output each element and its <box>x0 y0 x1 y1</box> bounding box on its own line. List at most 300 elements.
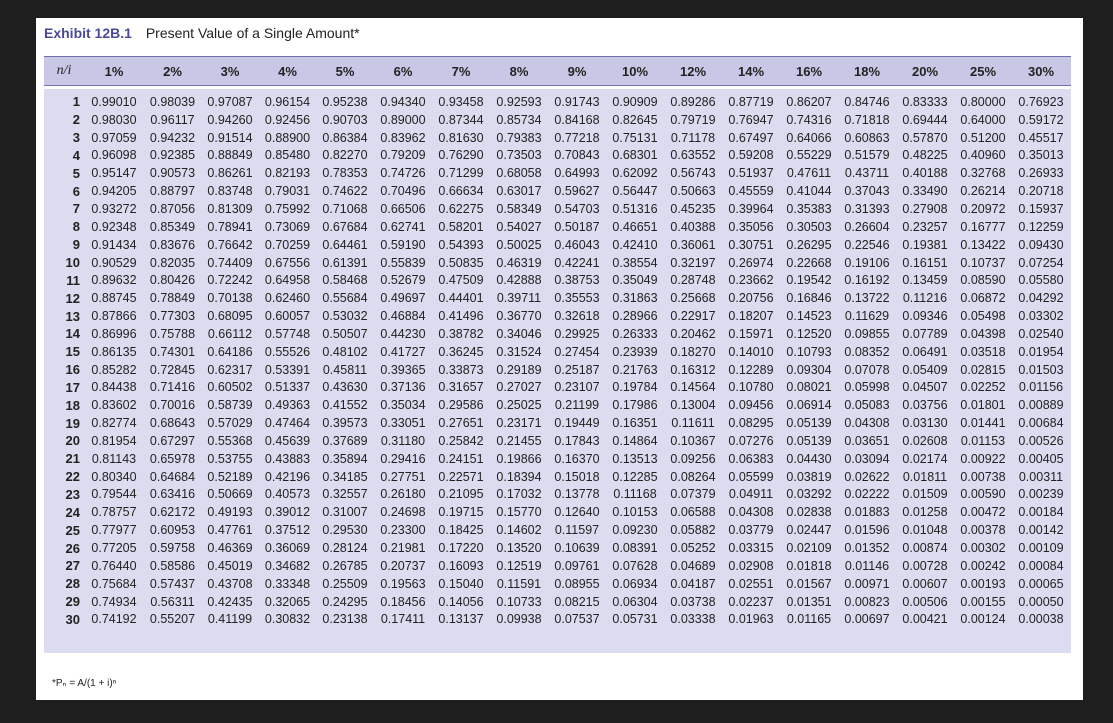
value-cell: 0.75788 <box>149 326 196 341</box>
value-cell: 0.52679 <box>380 273 426 288</box>
value-cell: 0.13137 <box>438 612 484 627</box>
value-cell: 0.82774 <box>91 416 137 431</box>
value-cell: 0.09230 <box>612 523 658 538</box>
value-cell: 0.31524 <box>496 344 542 359</box>
value-cell: 0.35383 <box>786 201 832 216</box>
value-cell: 0.79719 <box>670 112 716 127</box>
value-cell: 0.03779 <box>728 523 774 538</box>
value-cell: 0.60502 <box>207 380 253 395</box>
value-cell: 0.10737 <box>960 255 1006 270</box>
value-cell: 0.70496 <box>380 184 426 199</box>
value-cell: 0.09761 <box>554 558 600 573</box>
value-cell: 0.02551 <box>728 576 774 591</box>
value-cell: 0.91743 <box>554 94 600 109</box>
period-cell: 29 <box>65 594 80 610</box>
value-cell: 0.02252 <box>960 380 1006 395</box>
value-cell: 0.01596 <box>844 523 890 538</box>
value-cell: 0.85734 <box>496 112 542 127</box>
value-cell: 0.30503 <box>786 219 832 234</box>
value-cell: 0.32197 <box>670 255 716 270</box>
value-cell: 0.19784 <box>612 380 658 395</box>
value-cell: 0.13004 <box>670 398 716 413</box>
value-cell: 0.31657 <box>438 380 484 395</box>
value-cell: 0.11591 <box>496 576 542 591</box>
value-cell: 0.88900 <box>264 130 311 145</box>
value-cell: 0.59758 <box>149 541 196 556</box>
value-cell: 0.19106 <box>844 255 890 270</box>
column-header: 9% <box>567 63 587 79</box>
value-cell: 0.28966 <box>612 309 658 324</box>
value-cell: 0.23300 <box>380 523 426 538</box>
value-cell: 0.15937 <box>1018 201 1064 216</box>
value-cell: 0.26604 <box>844 219 890 234</box>
value-cell: 0.26333 <box>612 326 658 341</box>
value-cell: 0.94260 <box>207 112 253 127</box>
table-row <box>44 539 1070 557</box>
value-cell: 0.93272 <box>91 201 137 216</box>
value-cell: 0.85349 <box>149 219 196 234</box>
value-cell: 0.34185 <box>322 469 368 484</box>
value-cell: 0.41496 <box>438 309 484 324</box>
table-row <box>44 111 1070 129</box>
table-row <box>44 468 1070 486</box>
value-cell: 0.19563 <box>380 576 426 591</box>
value-cell: 0.91434 <box>91 237 137 252</box>
value-cell: 0.66112 <box>207 326 253 341</box>
value-cell: 0.49697 <box>380 291 426 306</box>
value-cell: 0.02608 <box>902 433 948 448</box>
value-cell: 0.17986 <box>612 398 658 413</box>
table-row <box>44 361 1070 379</box>
value-cell: 0.25187 <box>554 362 600 377</box>
value-cell: 0.98039 <box>149 94 196 109</box>
value-cell: 0.37043 <box>844 184 890 199</box>
value-cell: 0.37136 <box>380 380 426 395</box>
value-cell: 0.29586 <box>438 398 484 413</box>
value-cell: 0.55368 <box>207 433 253 448</box>
value-cell: 0.55684 <box>322 291 368 306</box>
value-cell: 0.02222 <box>844 487 890 502</box>
value-cell: 0.20756 <box>728 291 774 306</box>
value-cell: 0.64993 <box>554 166 600 181</box>
value-cell: 0.01801 <box>960 398 1006 413</box>
value-cell: 0.22571 <box>438 469 484 484</box>
period-cell: 12 <box>65 290 80 306</box>
value-cell: 0.01503 <box>1018 362 1064 377</box>
value-cell: 0.49193 <box>207 505 253 520</box>
value-cell: 0.97059 <box>91 130 137 145</box>
value-cell: 0.28124 <box>322 541 368 556</box>
value-cell: 0.00823 <box>844 594 890 609</box>
value-cell: 0.00193 <box>960 576 1006 591</box>
value-cell: 0.15770 <box>496 505 542 520</box>
value-cell: 0.69444 <box>902 112 948 127</box>
value-cell: 0.68058 <box>496 166 542 181</box>
value-cell: 0.01165 <box>786 612 832 627</box>
value-cell: 0.11597 <box>554 523 600 538</box>
value-cell: 0.40960 <box>960 148 1006 163</box>
value-cell: 0.35056 <box>728 219 774 234</box>
value-cell: 0.64958 <box>264 273 311 288</box>
value-cell: 0.35553 <box>554 291 600 306</box>
column-header: 16% <box>795 63 823 79</box>
value-cell: 0.23939 <box>612 344 658 359</box>
table-row <box>44 200 1070 218</box>
value-cell: 0.20462 <box>670 326 716 341</box>
value-cell: 0.03756 <box>902 398 948 413</box>
column-header: 30% <box>1027 63 1055 79</box>
value-cell: 0.05409 <box>902 362 948 377</box>
value-cell: 0.71818 <box>844 112 890 127</box>
value-cell: 0.68643 <box>149 416 196 431</box>
value-cell: 0.79031 <box>264 184 311 199</box>
value-cell: 0.23257 <box>902 219 948 234</box>
value-cell: 0.36770 <box>496 309 542 324</box>
value-cell: 0.88797 <box>149 184 196 199</box>
value-cell: 0.57029 <box>207 416 253 431</box>
value-cell: 0.00109 <box>1018 541 1064 556</box>
value-cell: 0.42196 <box>264 469 311 484</box>
value-cell: 0.05498 <box>960 309 1006 324</box>
table-row <box>44 557 1070 575</box>
value-cell: 0.08215 <box>554 594 600 609</box>
value-cell: 0.01883 <box>844 505 890 520</box>
value-cell: 0.04689 <box>670 558 716 573</box>
value-cell: 0.36245 <box>438 344 484 359</box>
value-cell: 0.45639 <box>264 433 311 448</box>
column-header: 18% <box>853 63 881 79</box>
period-cell: 3 <box>72 130 80 146</box>
value-cell: 0.10780 <box>728 380 774 395</box>
value-cell: 0.01048 <box>902 523 948 538</box>
value-cell: 0.55207 <box>149 612 196 627</box>
value-cell: 0.71416 <box>149 380 196 395</box>
value-cell: 0.16370 <box>554 451 600 466</box>
value-cell: 0.00526 <box>1018 433 1064 448</box>
value-cell: 0.22546 <box>844 237 890 252</box>
value-cell: 0.64186 <box>207 344 253 359</box>
value-cell: 0.66506 <box>380 201 426 216</box>
value-cell: 0.80000 <box>960 94 1006 109</box>
value-cell: 0.74726 <box>380 166 426 181</box>
value-cell: 0.62317 <box>207 362 253 377</box>
value-cell: 0.00142 <box>1018 523 1064 538</box>
value-cell: 0.86384 <box>322 130 368 145</box>
value-cell: 0.74934 <box>91 594 137 609</box>
value-cell: 0.18270 <box>670 344 716 359</box>
value-cell: 0.00874 <box>902 541 948 556</box>
column-header: 2% <box>163 63 182 79</box>
table-row <box>44 236 1070 254</box>
period-cell: 30 <box>65 611 80 627</box>
value-cell: 0.64066 <box>786 130 832 145</box>
value-cell: 0.45811 <box>322 362 368 377</box>
column-header: 14% <box>737 63 765 79</box>
value-cell: 0.00038 <box>1018 612 1064 627</box>
exhibit-card <box>36 18 1083 700</box>
value-cell: 0.03094 <box>844 451 890 466</box>
column-header: 7% <box>451 63 471 79</box>
value-cell: 0.35034 <box>380 398 426 413</box>
value-cell: 0.21455 <box>496 433 542 448</box>
value-cell: 0.60863 <box>844 130 890 145</box>
value-cell: 0.46319 <box>496 255 542 270</box>
value-cell: 0.02838 <box>786 505 832 520</box>
value-cell: 0.29416 <box>380 451 426 466</box>
value-cell: 0.05139 <box>786 416 832 431</box>
value-cell: 0.22668 <box>786 255 832 270</box>
value-cell: 0.74409 <box>207 255 253 270</box>
column-header: 5% <box>335 63 355 79</box>
value-cell: 0.11611 <box>671 416 715 431</box>
value-cell: 0.47761 <box>207 523 253 538</box>
value-cell: 0.54027 <box>496 219 542 234</box>
value-cell: 0.10639 <box>554 541 600 556</box>
value-cell: 0.50187 <box>554 219 600 234</box>
value-cell: 0.80426 <box>149 273 196 288</box>
value-cell: 0.78757 <box>91 505 137 520</box>
value-cell: 0.81630 <box>438 130 484 145</box>
period-cell: 24 <box>65 504 80 520</box>
value-cell: 0.17843 <box>554 433 600 448</box>
period-cell: 13 <box>65 308 80 324</box>
value-cell: 0.01567 <box>786 576 832 591</box>
value-cell: 0.01156 <box>1018 380 1064 395</box>
value-cell: 0.56447 <box>612 184 658 199</box>
period-cell: 23 <box>65 486 80 502</box>
value-cell: 0.05580 <box>1018 273 1064 288</box>
exhibit-label: Exhibit 12B.1 <box>44 25 132 41</box>
value-cell: 0.46369 <box>207 541 253 556</box>
column-header: 4% <box>278 63 297 79</box>
value-cell: 0.37689 <box>322 433 368 448</box>
value-cell: 0.74192 <box>91 612 137 627</box>
value-cell: 0.45517 <box>1018 130 1064 145</box>
value-cell: 0.00378 <box>960 523 1006 538</box>
value-cell: 0.20737 <box>380 558 426 573</box>
value-cell: 0.01351 <box>786 594 832 609</box>
value-cell: 0.70138 <box>207 291 253 306</box>
value-cell: 0.41199 <box>207 612 253 627</box>
value-cell: 0.16093 <box>438 558 484 573</box>
value-cell: 0.87719 <box>728 94 774 109</box>
column-header: 10% <box>621 63 649 79</box>
value-cell: 0.04308 <box>844 416 890 431</box>
value-cell: 0.04430 <box>786 451 832 466</box>
value-cell: 0.82270 <box>322 148 368 163</box>
value-cell: 0.05599 <box>728 469 774 484</box>
value-cell: 0.07628 <box>612 558 658 573</box>
value-cell: 0.47509 <box>438 273 484 288</box>
value-cell: 0.36069 <box>264 541 311 556</box>
value-cell: 0.00971 <box>844 576 890 591</box>
value-cell: 0.12520 <box>786 326 832 341</box>
value-cell: 0.89632 <box>91 273 137 288</box>
value-cell: 0.62092 <box>612 166 658 181</box>
value-cell: 0.02815 <box>960 362 1006 377</box>
value-cell: 0.07078 <box>844 362 890 377</box>
value-cell: 0.10367 <box>670 433 716 448</box>
value-cell: 0.18456 <box>380 594 426 609</box>
value-cell: 0.17032 <box>496 487 542 502</box>
value-cell: 0.83333 <box>902 94 948 109</box>
value-cell: 0.88745 <box>91 291 137 306</box>
value-cell: 0.92456 <box>264 112 311 127</box>
value-cell: 0.25668 <box>670 291 716 306</box>
value-cell: 0.17411 <box>380 612 426 627</box>
value-cell: 0.70259 <box>264 237 311 252</box>
value-cell: 0.32618 <box>554 309 600 324</box>
value-cell: 0.00506 <box>902 594 948 609</box>
value-cell: 0.08391 <box>612 541 658 556</box>
value-cell: 0.17220 <box>438 541 484 556</box>
value-cell: 0.38753 <box>554 273 600 288</box>
value-cell: 0.00124 <box>960 612 1006 627</box>
value-cell: 0.84746 <box>844 94 890 109</box>
value-cell: 0.12285 <box>612 469 658 484</box>
value-cell: 0.79383 <box>496 130 542 145</box>
table-row <box>44 610 1070 628</box>
value-cell: 0.73069 <box>264 219 311 234</box>
period-cell: 26 <box>65 540 80 556</box>
value-cell: 0.55229 <box>786 148 832 163</box>
value-cell: 0.45235 <box>670 201 716 216</box>
value-cell: 0.16846 <box>786 291 832 306</box>
value-cell: 0.47464 <box>264 416 311 431</box>
table-row <box>44 343 1070 361</box>
period-cell: 15 <box>65 344 80 360</box>
column-header: 3% <box>220 63 240 79</box>
table-row <box>44 450 1070 468</box>
value-cell: 0.96154 <box>264 94 311 109</box>
value-cell: 0.00922 <box>960 451 1006 466</box>
value-cell: 0.12519 <box>496 558 542 573</box>
value-cell: 0.19381 <box>902 237 948 252</box>
value-cell: 0.92348 <box>91 219 137 234</box>
table-row <box>44 93 1070 111</box>
period-cell: 16 <box>65 362 80 378</box>
value-cell: 0.55526 <box>264 344 311 359</box>
value-cell: 0.83962 <box>380 130 426 145</box>
value-cell: 0.79209 <box>380 148 426 163</box>
value-cell: 0.94340 <box>380 94 426 109</box>
value-cell: 0.07254 <box>1018 255 1064 270</box>
value-cell: 0.00405 <box>1018 451 1064 466</box>
value-cell: 0.57870 <box>902 130 948 145</box>
value-cell: 0.26214 <box>960 184 1006 199</box>
value-cell: 0.33873 <box>438 362 484 377</box>
value-cell: 0.00311 <box>1018 469 1064 484</box>
value-cell: 0.21981 <box>380 541 426 556</box>
value-cell: 0.57437 <box>149 576 196 591</box>
value-cell: 0.76947 <box>728 112 774 127</box>
value-cell: 0.50669 <box>207 487 253 502</box>
value-cell: 0.30751 <box>728 237 774 252</box>
value-cell: 0.26180 <box>380 487 426 502</box>
value-cell: 0.11168 <box>613 487 657 502</box>
value-cell: 0.75992 <box>264 201 311 216</box>
value-cell: 0.74301 <box>149 344 196 359</box>
value-cell: 0.77205 <box>91 541 137 556</box>
value-cell: 0.32557 <box>322 487 368 502</box>
table-row <box>44 503 1070 521</box>
period-cell: 19 <box>65 415 80 431</box>
value-cell: 0.02109 <box>786 541 832 556</box>
value-cell: 0.67556 <box>264 255 311 270</box>
value-cell: 0.43711 <box>844 166 890 181</box>
value-cell: 0.96098 <box>91 148 137 163</box>
value-cell: 0.40573 <box>264 487 311 502</box>
value-cell: 0.09456 <box>728 398 774 413</box>
table-header-row <box>44 56 1071 86</box>
value-cell: 0.34046 <box>496 326 542 341</box>
value-cell: 0.60057 <box>264 309 311 324</box>
value-cell: 0.08021 <box>786 380 832 395</box>
value-cell: 0.08295 <box>728 416 774 431</box>
value-cell: 0.11216 <box>902 291 948 306</box>
period-cell: 6 <box>72 183 80 199</box>
value-cell: 0.68301 <box>612 148 658 163</box>
value-cell: 0.96117 <box>150 112 195 127</box>
value-cell: 0.87866 <box>91 309 137 324</box>
period-cell: 20 <box>65 433 80 449</box>
value-cell: 0.90703 <box>322 112 368 127</box>
value-cell: 0.38554 <box>612 255 658 270</box>
value-cell: 0.99010 <box>91 94 137 109</box>
value-cell: 0.89286 <box>670 94 716 109</box>
value-cell: 0.06304 <box>612 594 658 609</box>
value-cell: 0.83676 <box>149 237 196 252</box>
value-cell: 0.03819 <box>786 469 832 484</box>
value-cell: 0.26933 <box>1018 166 1064 181</box>
period-cell: 9 <box>72 237 80 253</box>
value-cell: 0.09346 <box>902 309 948 324</box>
value-cell: 0.50835 <box>438 255 484 270</box>
value-cell: 0.78353 <box>322 166 368 181</box>
value-cell: 0.42410 <box>612 237 658 252</box>
value-cell: 0.35049 <box>612 273 658 288</box>
value-cell: 0.29530 <box>322 523 368 538</box>
value-cell: 0.31007 <box>322 505 368 520</box>
value-cell: 0.78941 <box>207 219 253 234</box>
value-cell: 0.14864 <box>612 433 658 448</box>
value-cell: 0.01441 <box>960 416 1006 431</box>
value-cell: 0.98030 <box>91 112 137 127</box>
value-cell: 0.40188 <box>902 166 948 181</box>
value-cell: 0.62275 <box>438 201 484 216</box>
value-cell: 0.23138 <box>322 612 368 627</box>
value-cell: 0.67297 <box>149 433 196 448</box>
value-cell: 0.48225 <box>902 148 948 163</box>
value-cell: 0.76440 <box>91 558 137 573</box>
value-cell: 0.46043 <box>554 237 600 252</box>
value-cell: 0.02174 <box>902 451 948 466</box>
value-cell: 0.13422 <box>960 237 1006 252</box>
value-cell: 0.94205 <box>91 184 137 199</box>
value-cell: 0.58739 <box>207 398 253 413</box>
value-cell: 0.18394 <box>496 469 542 484</box>
value-cell: 0.08955 <box>554 576 600 591</box>
value-cell: 0.84168 <box>554 112 600 127</box>
period-cell: 7 <box>72 201 80 217</box>
value-cell: 0.59208 <box>728 148 774 163</box>
value-cell: 0.00738 <box>960 469 1006 484</box>
value-cell: 0.75131 <box>612 130 658 145</box>
value-cell: 0.54703 <box>554 201 600 216</box>
value-cell: 0.23171 <box>496 416 542 431</box>
value-cell: 0.70843 <box>554 148 600 163</box>
value-cell: 0.53032 <box>322 309 368 324</box>
